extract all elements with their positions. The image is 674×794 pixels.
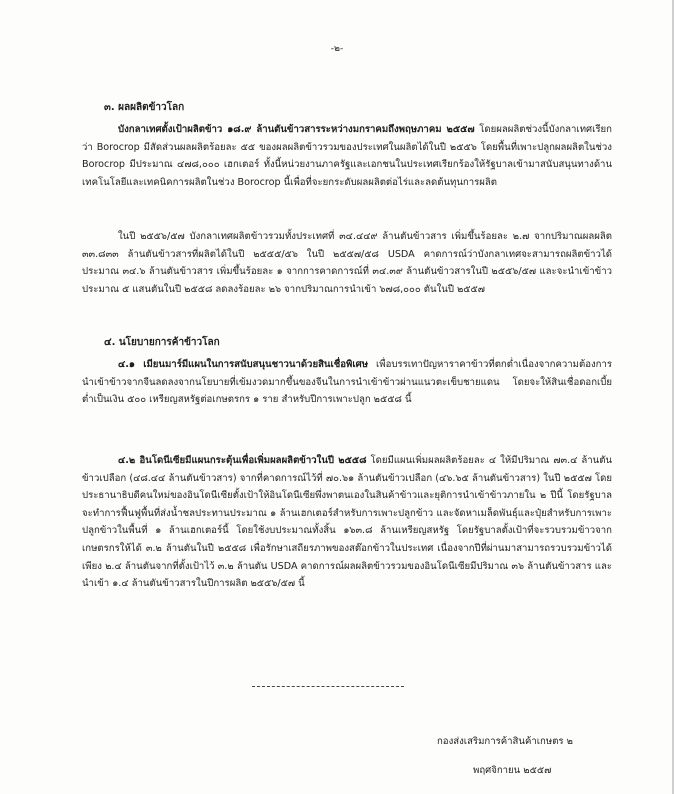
section4-para1-bold: ๔.๑ เมียนมาร์มีแผนในการสนับสนุนชาวนาด้วยสินเชื่อพิเศษ — [118, 359, 369, 370]
section3-para2 — [82, 228, 612, 298]
section3-para1-bold: บังกลาเทศตั้งเป้าผลิตข้าว ๑๘.๙ ล้านตันข้าวสารระหว่างมกราคมถึงพฤษภาคม ๒๕๕๗ — [118, 124, 475, 135]
section3-para1 — [82, 121, 612, 191]
section4-para2 — [82, 452, 612, 593]
section3-para1-rest: โดยผลผลิตช่วงนี้บังกลาเทศเรียกว่า Borocrop มีสัดส่วนผลผลิตร้อยละ ๕๕ ของผลผลิตข้าวรวมของประเทศในผลิตได้ในปี ๒๕๕๖ โดยพื้นที่เพาะปลูกผลผลิตในช่วง Borocrop มีประมาณ ๔๗๘,๐๐๐ เฮกเตอร์ ทั้งนี้หน่วยงานภาครัฐและเอกชนในประเทศเรียกร้องให้รัฐบาลเข้ามาสนับสนุนทางด้านเทคโนโลยีและเทคนิคการผลิตในช่วง Borocrop นี้เพื่อที่จะยกระดับผลผลิตต่อไร่และลดต้นทุนการผลิต — [82, 124, 612, 188]
section4-para2-bold: ๔.๒ อินโดนีเซียมีแผนกระตุ้นเพื่อเพิ่มผลผลิตข้าวในปี ๒๕๕๘ — [118, 455, 367, 466]
signature-date: พฤศจิกายน ๒๕๕๗ — [473, 765, 552, 776]
section4-para2-rest: โดยมีแผนเพิ่มผลผลิตร้อยละ ๔ ให้มีปริมาณ ๗๓.๔ ล้านตันข้าวเปลือก (๔๘.๔๔ ล้านตันข้าวสาร) จากที่คาดการณ์ไว้ที่ ๗๐.๖๑ ล้านตันข้าวเปลือก (๔๖.๖๕ ล้านตันข้าวสาร) ในปี ๒๕๕๗ โดยประธานาธิบดีคนใหม่ของอินโดนีเซียตั้งเป้าให้อินโดนีเซียพึ่งพาตนเองในสินค้าข้าวและยุติการนำเข้าข้าวภายใน ๒ ปีนี้ โดยรัฐบาลจะทำการฟื้นฟูพื้นที่ส่งน้ำชลประทานประมาณ ๑ ล้านเฮกเตอร์สำหรับการเพาะปลูกข้าว และจัดหาเมล็ดพันธุ์และปุ๋ยสำหรับการเพาะปลูกข้าวในพื้นที่ ๑ ล้านเฮกเตอร์นี้ โดยใช้งบประมาณทั้งสิ้น ๑๖๓.๘ ล้านเหรียญสหรัฐ โดยรัฐบาลตั้งเป้าที่จะรวบรวมข้าวจากเกษตรกรให้ได้ ๓.๒ ล้านตันในปี ๒๕๕๘ เพื่อรักษาเสถียรภาพของสต๊อกข้าวในประเทศ เนื่องจากปีที่ผ่านมาสามารถรวบรวมข้าวได้เพียง ๒.๔ ล้านตันจากที่ตั้งเป้าไว้ ๓.๒ ล้านตัน USDA คาดการณ์ผลผลิตข้าวรวมของอินโดนีเซียมีปริมาณ ๓๖ ล้านตันข้าวสาร และนำเข้า ๑.๔ ล้านตันข้าวสารในปีการผลิต ๒๕๕๖/๕๗ นี้ — [82, 455, 613, 590]
section3-heading: ๓. ผลผลิตข้าวโลก — [104, 102, 185, 113]
signature-office: กองส่งเสริมการค้าสินค้าเกษตร ๒ — [437, 736, 573, 747]
separator-line — [252, 686, 404, 687]
page-number: -๒- — [330, 44, 344, 54]
section4-heading: ๔. นโยบายการค้าข้าวโลก — [104, 337, 220, 348]
section3-para2-text: ในปี ๒๕๕๖/๕๗ บังกลาเทศผลิตข้าวรวมทั้งประเทศที่ ๓๔.๔๔๙ ล้านตันข้าวสาร เพิ่มขึ้นร้อยละ ๒.๗ จากปริมาณผลผลิต ๓๓.๘๓๓ ล้านตันข้าวสารที่ผลิตได้ในปี ๒๕๕๕/๕๖ ในปี ๒๕๕๗/๕๘ USDA คาดการณ์ว่าบังกลาเทศจะสามารถผลิตข้าวได้ประมาณ ๓๔.๖ ล้านตันข้าวสาร เพิ่มขึ้นร้อยละ ๑ จากการคาดการณ์ที่ ๓๔.๓๙ ล้านตันข้าวสารในปี ๒๕๕๖/๕๗ และจะนำเข้าข้าวประมาณ ๕ แสนตันในปี ๒๕๕๘ ลดลงร้อยละ ๒๖ จากปริมาณการนำเข้า ๖๗๘,๐๐๐ ตันในปี ๒๕๕๗ — [82, 231, 612, 295]
section4-para1-rest: เพื่อบรรเทาปัญหาราคาข้าวที่ตกต่ำเนื่องจากความต้องการนำเข้าข้าวจากจีนลดลงจากนโยบายที่เข้มงวดมากขึ้นของจีนในการนำเข้าข้าวผ่านแนวตะเข็บชายแดน โดยจะให้สินเชื่อดอกเบี้ยต่ำเป็นเงิน ๕๐๐ เหรียญสหรัฐต่อเกษตรกร ๑ ราย สำหรับปีการเพาะปลูก ๒๕๕๘ นี้ — [82, 359, 612, 406]
section4-para1 — [82, 356, 612, 409]
